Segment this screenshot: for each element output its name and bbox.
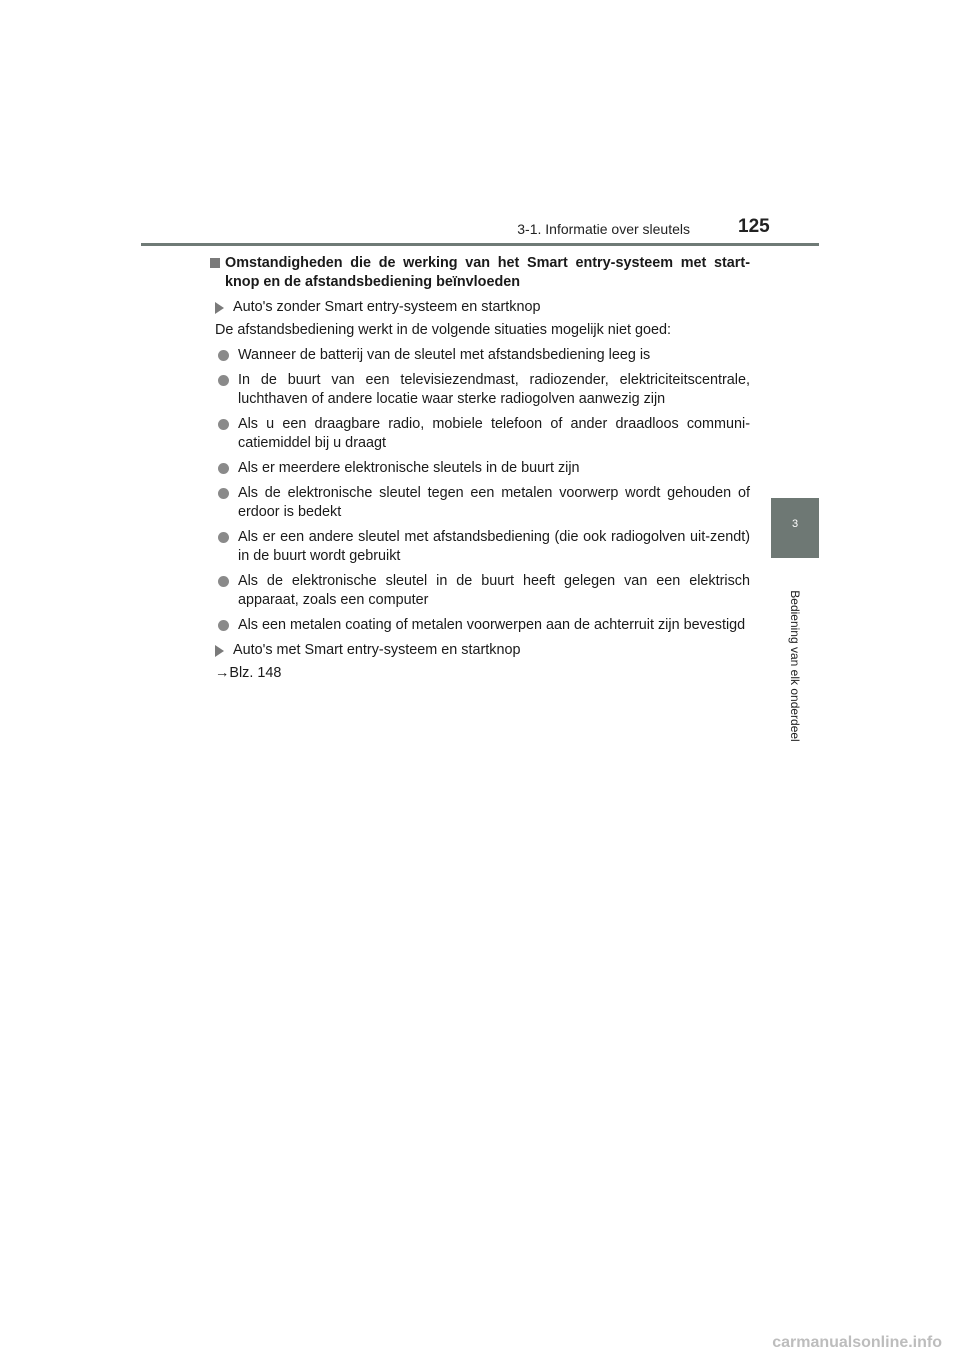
header-rule [141, 243, 819, 246]
subheading-text: Auto's met Smart entry-systeem en startknop [233, 642, 521, 658]
list-item [215, 415, 750, 453]
triangle-marker-icon [215, 302, 224, 314]
intro-paragraph: De afstandsbediening werkt in de volgende situaties mogelijk niet goed: [215, 322, 671, 338]
list-item-text: In de buurt van een televisiezendmast, radiozender, elektriciteitscentrale, luchthaven of andere locatie waar sterke radiogolven aanwezig zijn [238, 372, 750, 407]
subheading [215, 641, 750, 660]
circle-bullet-icon [218, 576, 229, 587]
list-item [215, 572, 750, 610]
list-item [215, 484, 750, 522]
page-number: 125 [738, 216, 770, 237]
circle-bullet-icon [218, 532, 229, 543]
subheading [215, 298, 750, 317]
circle-bullet-icon [218, 620, 229, 631]
circle-bullet-icon [218, 350, 229, 361]
running-header-section: 3-1. Informatie over sleutels [517, 221, 690, 237]
chapter-title: Bediening van elk onderdeel [788, 590, 802, 742]
watermark: carmanualsonline.info [772, 1334, 942, 1351]
list-item-text: Als een metalen coating of metalen voorwerpen aan de achterruit zijn bevestigd [238, 617, 746, 633]
circle-bullet-icon [218, 419, 229, 430]
square-bullet-icon [210, 258, 220, 268]
chapter-number: 3 [791, 518, 799, 530]
list-item-text: Als de elektronische sleutel in de buurt heeft gelegen van een elektrisch apparaat, zoals een computer [238, 573, 750, 608]
subheading-text: Auto's zonder Smart entry-systeem en startknop [233, 299, 541, 315]
triangle-marker-icon [215, 645, 224, 657]
section-heading [210, 254, 750, 292]
list-item-text: Als er meerdere elektronische sleutels in de buurt zijn [238, 460, 580, 476]
section-heading-text: Omstandigheden die de werking van het Smart entry-systeem met start-knop en de afstandsbediening beïnvloeden [225, 255, 750, 290]
page-reference-link[interactable]: →Blz. 148 [215, 665, 282, 681]
circle-bullet-icon [218, 463, 229, 474]
chapter-tab [771, 498, 819, 558]
list-item [215, 616, 750, 635]
list-item [215, 459, 750, 478]
circle-bullet-icon [218, 375, 229, 386]
list-item [215, 346, 750, 365]
list-item [215, 528, 750, 566]
list-item-text: Als er een andere sleutel met afstandsbediening (die ook radiogolven uit-zendt) in de buurt wordt gebruikt [238, 529, 750, 564]
circle-bullet-icon [218, 488, 229, 499]
list-item [215, 371, 750, 409]
list-item-text: Wanneer de batterij van de sleutel met afstandsbediening leeg is [238, 347, 651, 363]
main-content [210, 254, 750, 683]
list-item-text: Als u een draagbare radio, mobiele telefoon of ander draadloos communi-catiemiddel bij u draagt [238, 416, 750, 451]
list-item-text: Als de elektronische sleutel tegen een metalen voorwerp wordt gehouden of erdoor is bedekt [238, 485, 750, 520]
